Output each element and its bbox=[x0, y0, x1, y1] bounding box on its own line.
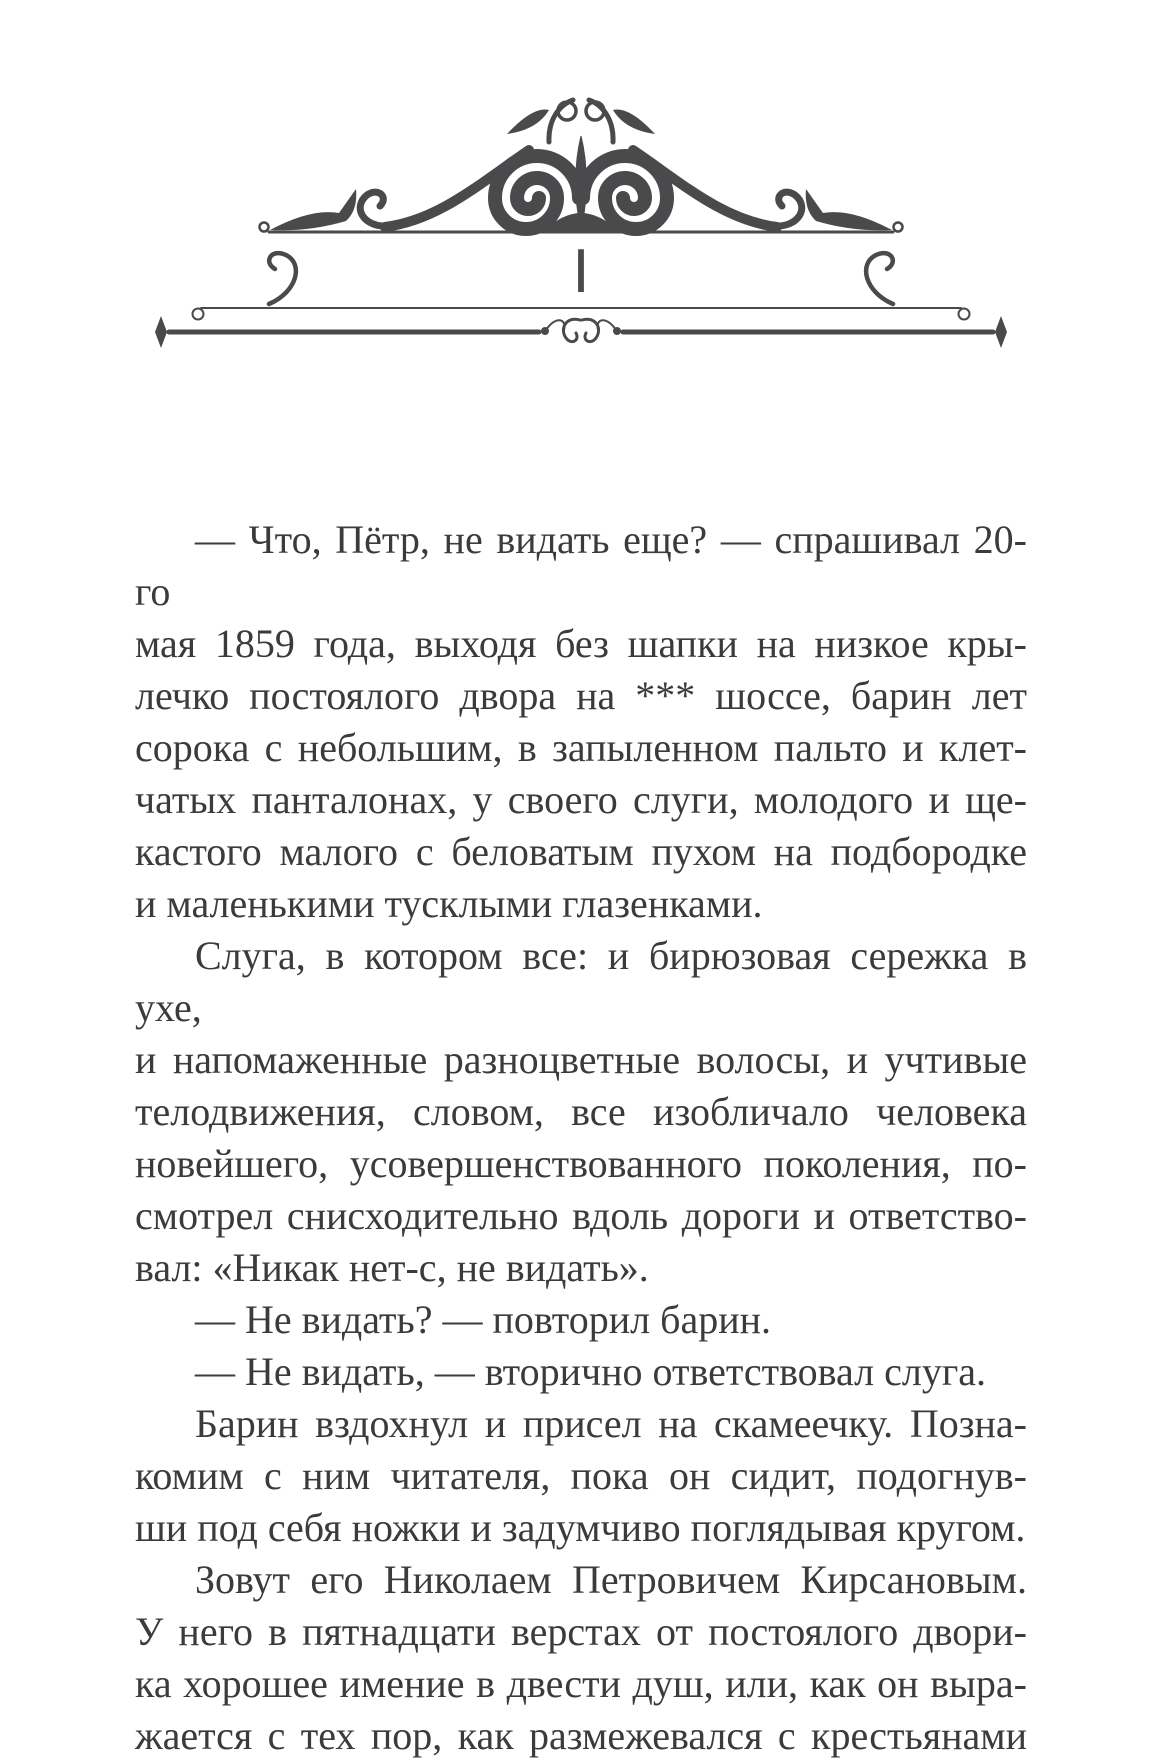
page-text bbox=[135, 514, 1027, 1762]
chapter-flourish-divider-icon bbox=[151, 80, 1011, 350]
text-line: Зовут его Николаем Петровичем Кирсановым. bbox=[195, 1557, 1027, 1602]
text-line: ка хорошее имение в двести душ, или, как он выра- bbox=[135, 1661, 1027, 1706]
text-line: мая 1859 года, выходя без шапки на низкое кры- bbox=[135, 621, 1027, 666]
paragraph bbox=[135, 1398, 1027, 1554]
text-line: и маленькими тусклыми глазенками. bbox=[135, 881, 763, 926]
paragraph bbox=[135, 1346, 1027, 1398]
text-line: и напомаженные разноцветные волосы, и учтивые bbox=[135, 1037, 1027, 1082]
paragraph bbox=[135, 514, 1027, 930]
text-line: новейшего, усовершенствованного поколения, по- bbox=[135, 1141, 1027, 1186]
text-line: — Что, Пётр, не видать еще? — спрашивал 20-го bbox=[135, 517, 1027, 614]
text-line: комим с ним читателя, пока он сидит, подогнув- bbox=[135, 1453, 1027, 1498]
text-line: — Не видать, — вторично ответствовал слуга. bbox=[195, 1349, 986, 1394]
paragraph bbox=[135, 930, 1027, 1294]
text-line: ши под себя ножки и задумчиво поглядывая кругом. bbox=[135, 1505, 1026, 1550]
text-line: вал: «Никак нет-с, не видать». bbox=[135, 1245, 649, 1290]
paragraph bbox=[135, 1554, 1027, 1762]
chapter-number: I bbox=[572, 237, 590, 306]
text-line: У него в пятнадцати верстах от постоялого двори- bbox=[135, 1609, 1027, 1654]
text-line: чатых панталонах, у своего слуги, молодого и ще- bbox=[135, 777, 1027, 822]
text-line: смотрел снисходительно вдоль дороги и ответство- bbox=[135, 1193, 1027, 1238]
paragraph bbox=[135, 1294, 1027, 1346]
text-line: Слуга, в котором все: и бирюзовая сережка в ухе, bbox=[135, 933, 1027, 1030]
text-line: лечко постоялого двора на *** шоссе, барин лет bbox=[135, 673, 1027, 718]
text-line: — Не видать? — повторил барин. bbox=[195, 1297, 772, 1342]
text-line: телодвижения, словом, все изобличало человека bbox=[135, 1089, 1027, 1134]
crest-flourish bbox=[260, 100, 903, 232]
text-line: сорока с небольшим, в запыленном пальто и клет- bbox=[135, 725, 1027, 770]
text-line: Барин вздохнул и присел на скамеечку. Позна- bbox=[195, 1401, 1027, 1446]
text-line: жается с тех пор, как размежевался с крестьянами bbox=[135, 1713, 1027, 1758]
text-line: кастого малого с беловатым пухом на подбородке bbox=[135, 829, 1027, 874]
